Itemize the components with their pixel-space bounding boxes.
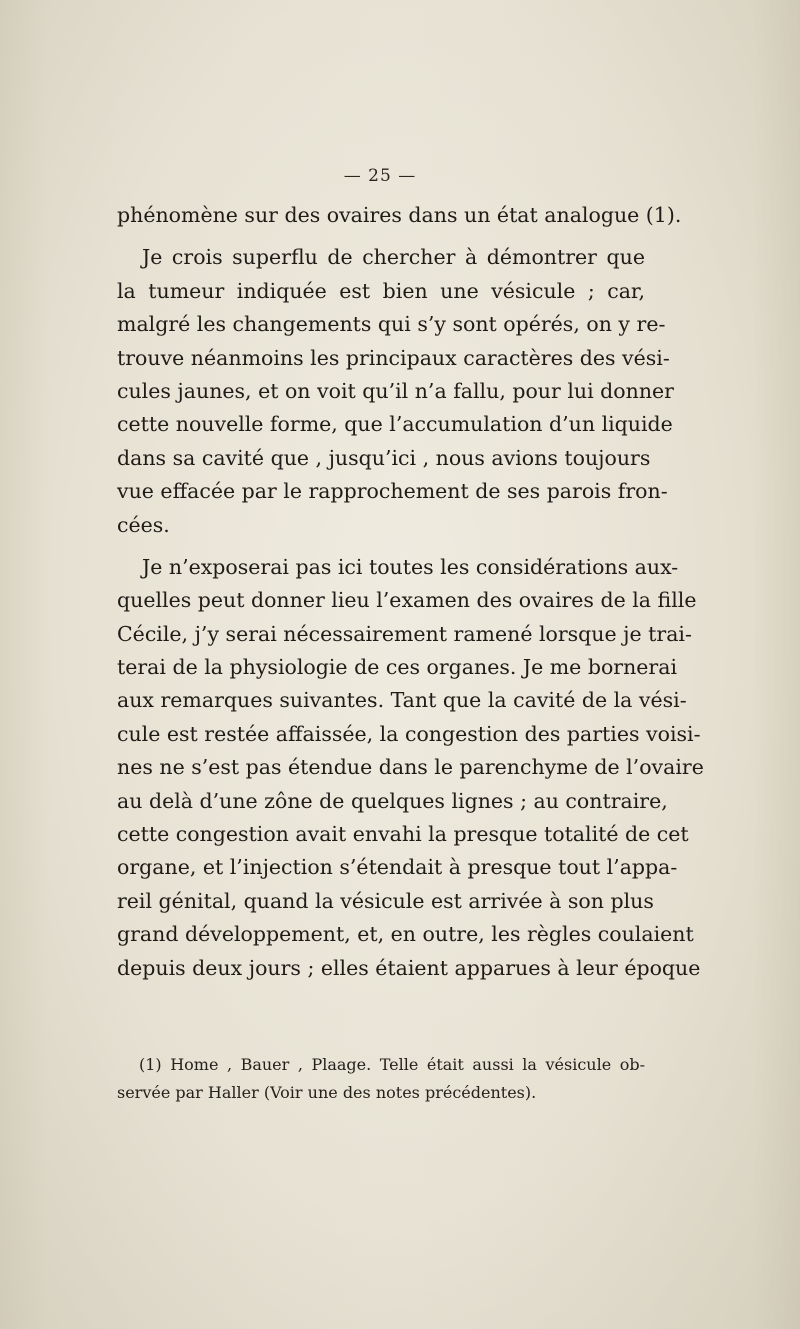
- text-line: cule est restée affaissée, la congestion des parties voisi-: [117, 721, 701, 746]
- text-line: la tumeur indiquée est bien une vésicule ; car,: [117, 278, 645, 303]
- text-line: cette congestion avait envahi la presque totalité de cet: [117, 822, 689, 847]
- text-line: cées.: [117, 512, 170, 537]
- body-text: [117, 199, 704, 985]
- text-line: terai de la physiologie de ces organes. Je me bornerai: [117, 655, 678, 680]
- text-line: malgré les changements qui s’y sont opérés, on y re-: [117, 312, 666, 337]
- text-line: trouve néanmoins les principaux caractères des vési-: [117, 345, 670, 370]
- footnote-line: (1) Home , Bauer , Plaage. Telle était aussi la vésicule ob-: [139, 1055, 645, 1074]
- text-line: aux remarques suivantes. Tant que la cavité de la vési-: [117, 688, 687, 713]
- paragraph-start-line: Je n’exposerai pas ici toutes les considérations aux-: [142, 554, 679, 579]
- text-line: nes ne s’est pas étendue dans le parenchyme de l’ovaire: [117, 755, 704, 780]
- text-line: au delà d’une zône de quelques lignes ; au contraire,: [117, 788, 668, 813]
- footnote: [117, 1051, 645, 1107]
- text-line: depuis deux jours ; elles étaient apparues à leur époque: [117, 955, 701, 980]
- paragraph-start-line: Je crois superflu de chercher à démontrer que: [142, 245, 645, 270]
- text-line: reil génital, quand la vésicule est arrivée à son plus: [117, 888, 654, 913]
- page-number: — 25 —: [343, 166, 417, 186]
- text-line: vue effacée par le rapprochement de ses parois fron-: [117, 479, 668, 504]
- text-line: grand développement, et, en outre, les règles coulaient: [117, 922, 694, 947]
- text-line: organe, et l’injection s’étendait à presque tout l’appa-: [117, 855, 678, 880]
- text-line: cules jaunes, et on voit qu’il n’a fallu, pour lui donner: [117, 378, 674, 403]
- footnote-line: servée par Haller (Voir une des notes précédentes).: [117, 1083, 537, 1102]
- text-line: phénomène sur des ovaires dans un état analogue (1).: [117, 203, 682, 227]
- text-line: cette nouvelle forme, que l’accumulation d’un liquide: [117, 412, 673, 437]
- text-line: Cécile, j’y serai nécessairement ramené lorsque je trai-: [117, 621, 692, 646]
- text-line: dans sa cavité que , jusqu’ici , nous avions toujours: [117, 445, 651, 470]
- text-line: quelles peut donner lieu l’examen des ovaires de la fille: [117, 588, 697, 613]
